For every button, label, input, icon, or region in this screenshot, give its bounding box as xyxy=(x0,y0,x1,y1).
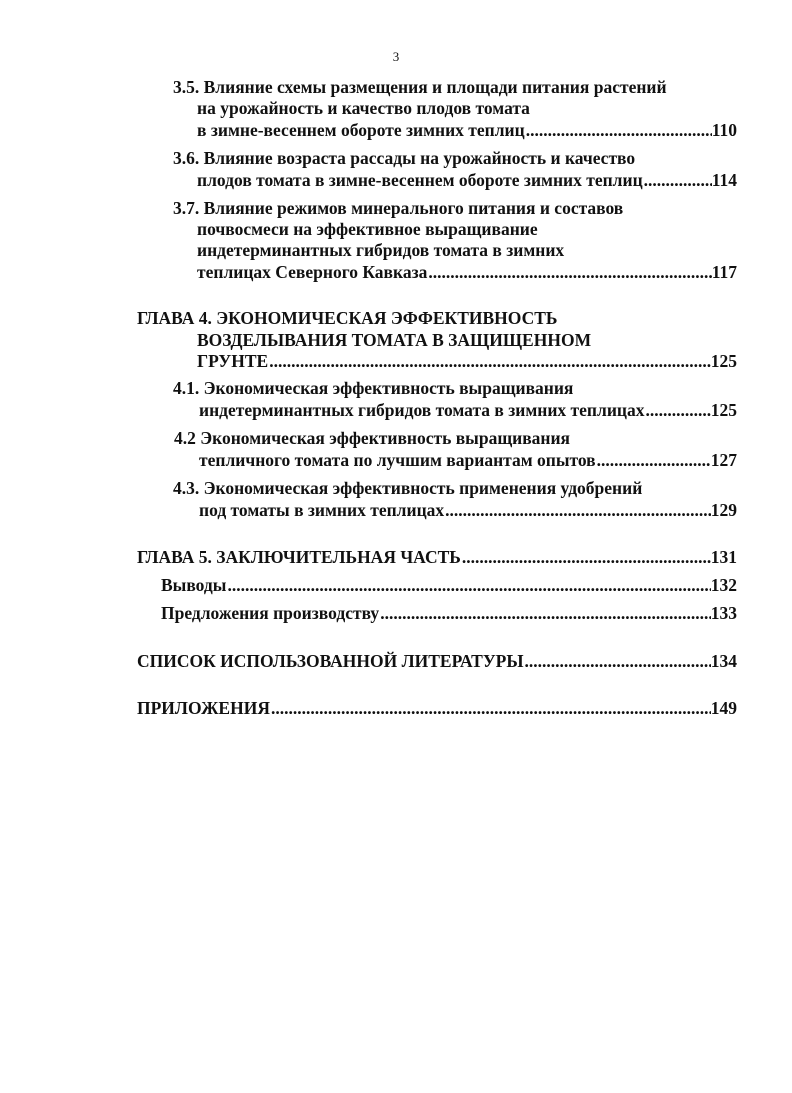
toc-entry-text: теплицах Северного Кавказа xyxy=(197,262,428,282)
dot-leader xyxy=(597,449,711,471)
toc-entry-title-line xyxy=(173,147,635,169)
dot-leader xyxy=(227,574,710,596)
toc-entry-title-line xyxy=(161,602,737,624)
toc-entry-text: СПИСОК ИСПОЛЬЗОВАННОЙ ЛИТЕРАТУРЫ xyxy=(137,651,524,671)
toc-page-number: 132 xyxy=(710,575,737,595)
toc-entry-text: Выводы xyxy=(161,575,227,595)
dot-leader xyxy=(525,650,711,672)
toc-entry-title-line xyxy=(137,650,737,672)
toc-entry-title-line xyxy=(199,449,737,471)
toc-page-number: 114 xyxy=(711,170,737,190)
toc-entry-text: почвосмеси на эффективное выращивание xyxy=(197,219,538,239)
toc-page-number: 125 xyxy=(710,351,737,371)
toc-entry-title-line xyxy=(197,329,591,351)
toc-entry-title-line xyxy=(161,574,737,596)
toc-entry-text: под томаты в зимних теплицах xyxy=(199,500,445,520)
toc-entry-text: ГЛАВА 4. ЭКОНОМИЧЕСКАЯ ЭФФЕКТИВНОСТЬ xyxy=(137,308,558,328)
dot-leader xyxy=(526,119,712,141)
dot-leader xyxy=(428,261,711,283)
toc-entry-text: ВОЗДЕЛЫВАНИЯ ТОМАТА В ЗАЩИЩЕННОМ xyxy=(197,330,592,350)
toc-entry-title-line xyxy=(174,427,570,449)
toc-entry-text: на урожайность и качество плодов томата xyxy=(197,98,530,118)
dot-leader xyxy=(269,350,711,372)
dot-leader xyxy=(462,546,711,568)
toc-entry-title-line xyxy=(173,197,623,219)
toc-entry-text: в зимне-весеннем обороте зимних теплиц xyxy=(197,120,525,140)
toc-entry-title-line xyxy=(199,499,737,521)
toc-entry-text: 3.6. Влияние возраста рассады на урожайность и качество xyxy=(173,148,636,168)
toc-entry-text: Предложения производству xyxy=(161,603,380,623)
toc-entry-title-line xyxy=(197,261,737,283)
toc-entry-title-line xyxy=(173,377,573,399)
toc-entry-title-line xyxy=(197,350,737,372)
page-number: 3 xyxy=(392,49,400,64)
toc-page-number: 134 xyxy=(710,651,737,671)
toc-entry-title-line xyxy=(137,697,737,719)
toc-entry-text: 4.1. Экономическая эффективность выращивания xyxy=(173,378,574,398)
toc-entry-title-line xyxy=(137,546,737,568)
toc-entry-title-line xyxy=(197,218,538,240)
dot-leader xyxy=(380,602,711,624)
dot-leader xyxy=(445,499,711,521)
toc-entry-title-line xyxy=(137,307,558,329)
toc-entry-title-line xyxy=(197,239,564,261)
toc-page-number: 129 xyxy=(710,500,737,520)
dot-leader xyxy=(646,399,711,421)
toc-entry-title-line xyxy=(197,97,530,119)
toc-page-number: 125 xyxy=(710,400,737,420)
toc-entry-text: плодов томата в зимне-весеннем обороте зимних теплиц xyxy=(197,170,643,190)
toc-page-number: 117 xyxy=(711,262,737,282)
toc-entry-text: 3.5. Влияние схемы размещения и площади питания растений xyxy=(173,77,667,97)
toc-page-number: 131 xyxy=(710,547,737,567)
toc-entry-text: индетерминантных гибридов томата в зимних теплицах xyxy=(199,400,645,420)
toc-entry-title-line xyxy=(197,169,737,191)
toc-entry-text: тепличного томата по лучшим вариантам опытов xyxy=(199,450,596,470)
toc-page-number: 133 xyxy=(710,603,737,623)
toc-entry-text: 3.7. Влияние режимов минерального питания и составов xyxy=(173,198,624,218)
dot-leader xyxy=(271,697,711,719)
toc-entry-text: 4.2 Экономическая эффективность выращивания xyxy=(174,428,571,448)
toc-entry-text: ГРУНТЕ xyxy=(197,351,269,371)
toc-entry-title-line xyxy=(173,76,667,98)
toc-page-number: 110 xyxy=(711,120,737,140)
toc-entry-title-line xyxy=(197,119,737,141)
toc-entry-text: ПРИЛОЖЕНИЯ xyxy=(137,698,270,718)
toc-entry-text: 4.3. Экономическая эффективность применения удобрений xyxy=(173,478,643,498)
toc-entry-title-line xyxy=(173,477,642,499)
toc-entry-text: индетерминантных гибридов томата в зимних xyxy=(197,240,565,260)
toc-page-number: 127 xyxy=(710,450,737,470)
toc-page-number: 149 xyxy=(710,698,737,718)
dot-leader xyxy=(644,169,712,191)
toc-entry-text: ГЛАВА 5. ЗАКЛЮЧИТЕЛЬНАЯ ЧАСТЬ xyxy=(137,547,461,567)
toc-entry-title-line xyxy=(199,399,737,421)
